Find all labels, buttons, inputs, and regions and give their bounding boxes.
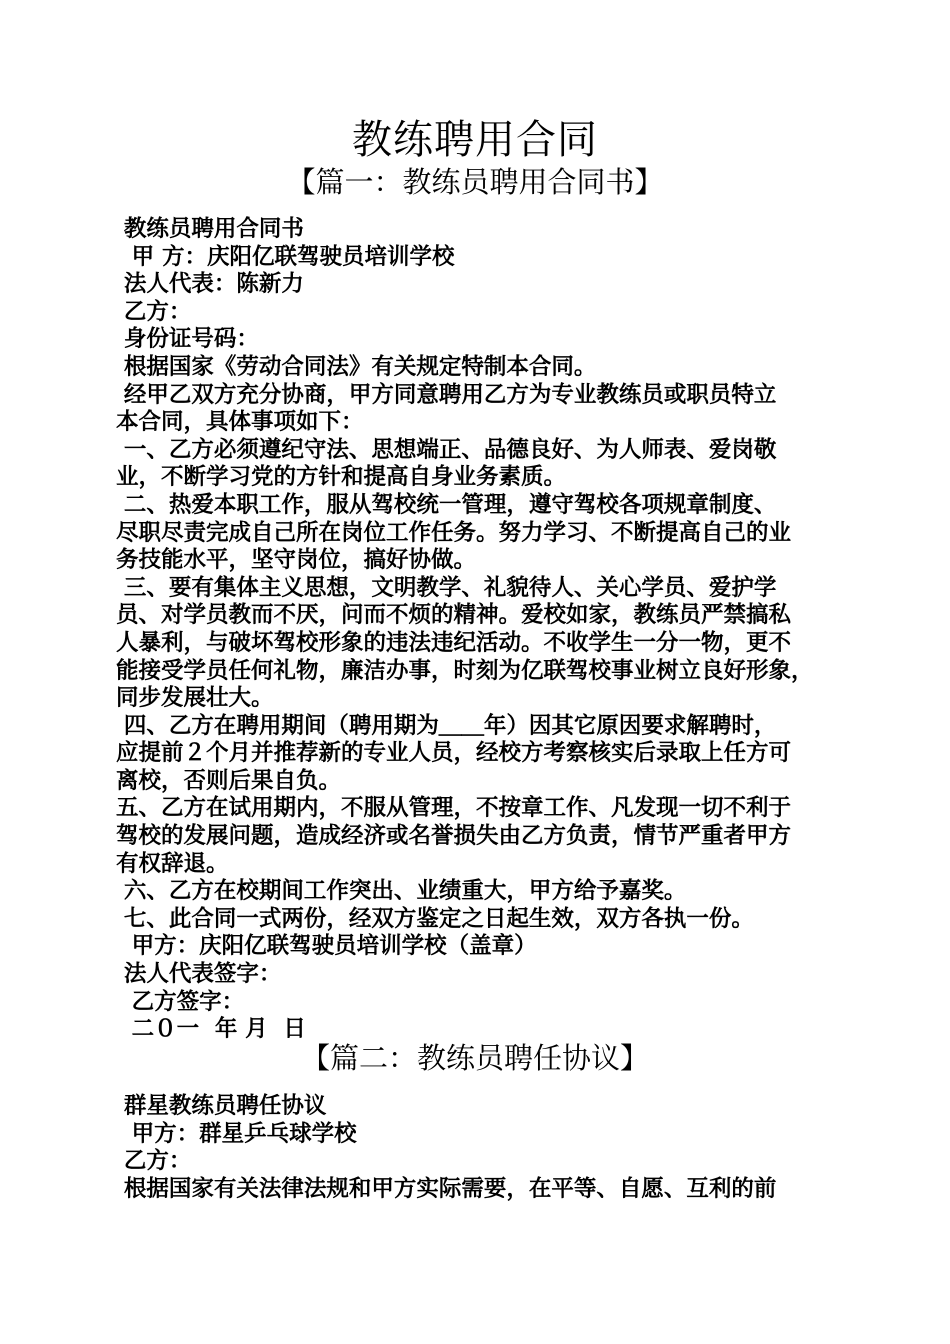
paragraph-line: 能接受学员任何礼物，廉洁办事，时刻为亿联驾校事业树立良好形象， xyxy=(116,657,814,684)
paragraph-line: 二０一 年 月 日 xyxy=(116,1016,306,1043)
paragraph-line: 离校，否则后果自负。 xyxy=(116,767,342,794)
paragraph-line: 教练员聘用合同书 xyxy=(116,216,304,242)
paragraph-line: 根据国家《劳动合同法》有关规定特制本合同。 xyxy=(116,353,597,380)
paragraph-line: 法人代表：陈新力 xyxy=(116,271,304,298)
document-title: 教练聘用合同 xyxy=(352,117,598,163)
paragraph-line: 甲 方：庆阳亿联驾驶员培训学校 xyxy=(116,243,455,270)
paragraph-line: 七、此合同一式两份，经双方鉴定之日起生效，双方各执一份。 xyxy=(116,905,754,932)
paragraph-line: 乙方签字： xyxy=(116,988,245,1015)
paragraph-line: 本合同，具体事项如下： xyxy=(116,409,364,436)
section-2-heading: 【篇二：教练员聘任协议】 xyxy=(300,1041,649,1075)
paragraph-line: 甲方：群星乒乓球学校 xyxy=(116,1120,357,1147)
paragraph-line: 二、热爱本职工作，服从驾校统一管理，遵守驾校各项规章制度、 xyxy=(116,491,777,518)
paragraph-line: 甲方：庆阳亿联驾驶员培训学校（盖章） xyxy=(116,933,537,960)
paragraph-line: 乙方： xyxy=(116,298,192,325)
paragraph-line: 法人代表签字： xyxy=(116,961,282,988)
paragraph-line: 同步发展壮大。 xyxy=(116,685,274,712)
paragraph-line: 务技能水平，坚守岗位，搞好协做。 xyxy=(116,547,477,574)
paragraph-line: 三、要有集体主义思想，文明教学、礼貌待人、关心学员、爱护学 xyxy=(116,574,777,601)
paragraph-line: 员、对学员教而不厌，问而不烦的精神。爱校如家，教练员严禁搞私 xyxy=(116,602,792,629)
paragraph-line: 乙方： xyxy=(116,1148,192,1175)
section-1-body xyxy=(116,216,846,1044)
paragraph-line: 一、乙方必须遵纪守法、思想端正、品德良好、为人师表、爱岗敬 xyxy=(116,436,777,463)
paragraph-line: 根据国家有关法律法规和甲方实际需要，在平等、自愿、互利的前 xyxy=(116,1175,777,1202)
paragraph-line: 经甲乙双方充分协商，甲方同意聘用乙方为专业教练员或职员特立 xyxy=(116,381,777,408)
paragraph-line: 尽职尽责完成自己所在岗位工作任务。努力学习、不断提高自己的业 xyxy=(116,519,792,546)
paragraph-line: 群星教练员聘任协议 xyxy=(116,1093,327,1119)
paragraph-line: 应提前２个月并推荐新的专业人员，经校方考察核实后录取上任方可 xyxy=(116,740,792,767)
section-1-heading: 【篇一：教练员聘用合同书】 xyxy=(286,165,664,199)
paragraph-line: 身份证号码： xyxy=(116,326,259,353)
paragraph-line: 业，不断学习党的方针和提高自身业务素质。 xyxy=(116,464,567,491)
paragraph-line: 五、乙方在试用期内，不服从管理，不按章工作、凡发现一切不利于 xyxy=(116,795,792,822)
paragraph-line: 有权辞退。 xyxy=(116,850,229,877)
paragraph-line: 六、乙方在校期间工作突出、业绩重大，甲方给予嘉奖。 xyxy=(116,878,687,905)
paragraph-line: 驾校的发展问题，造成经济或名誉损失由乙方负责，情节严重者甲方 xyxy=(116,823,792,850)
paragraph-line: 四、乙方在聘用期间（聘用期为＿＿年）因其它原因要求解聘时， xyxy=(116,712,777,739)
section-2-body xyxy=(116,1093,846,1203)
paragraph-line: 人暴利，与破坏驾校形象的违法违纪活动。不收学生一分一物，更不 xyxy=(116,629,792,656)
